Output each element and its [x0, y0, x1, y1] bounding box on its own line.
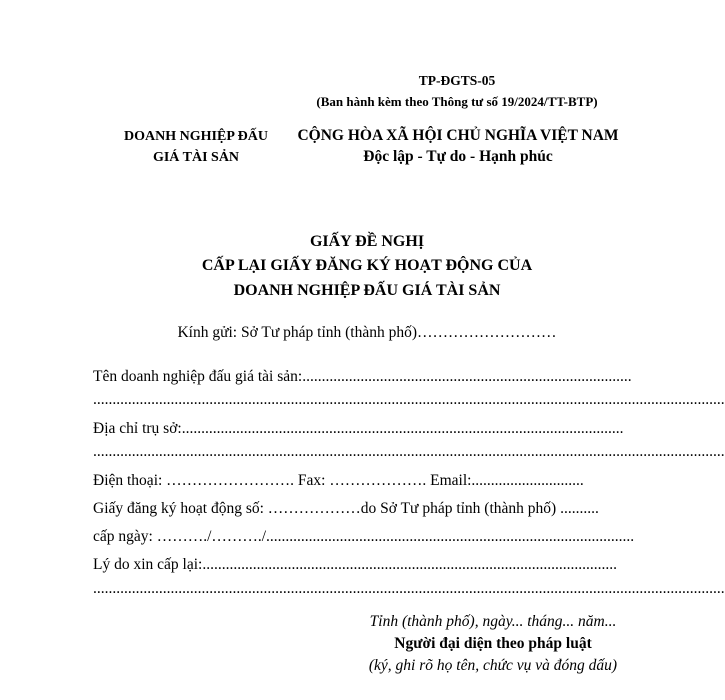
nation-motto: Độc lập - Tự do - Hạnh phúc	[363, 148, 553, 165]
doc-title-line3: DOANH NGHIỆP ĐẤU GIÁ TÀI SẢN	[233, 282, 501, 299]
issued-note: (Ban hành kèm theo Thông tư số 19/2024/TT-BTP)	[316, 94, 598, 109]
company-name-field: Tên doanh nghiệp đấu giá tài sản:.....................................................................................	[93, 368, 632, 385]
signature-instruction: (ký, ghi rõ họ tên, chức vụ và đóng dấu)	[368, 657, 618, 674]
signature-role: Người đại diện theo pháp luật	[394, 635, 592, 652]
signature-place-date: Tỉnh (thành phố), ngày... tháng... năm...	[369, 613, 617, 630]
doc-title-line1: GIẤY ĐỀ NGHỊ	[309, 233, 425, 250]
nation-title: CỘNG HÒA XÃ HỘI CHỦ NGHĨA VIỆT NAM	[297, 127, 619, 144]
license-field: Giấy đăng ký hoạt động số: ………………do Sở Tư pháp tỉnh (thành phố) ..........	[93, 500, 599, 517]
blank-line: ...................................................................................................................................................................	[93, 443, 725, 460]
blank-line: ...................................................................................................................................................................	[93, 580, 725, 597]
addressee: Kính gửi: Sở Tư pháp tỉnh (thành phố)………………………	[177, 324, 557, 341]
address-field: Địa chỉ trụ sở:..................................................................................................................	[93, 420, 624, 437]
blank-line: ...................................................................................................................................................................	[93, 391, 725, 408]
issue-date-field: cấp ngày: ………./………./...............................................................................................	[93, 528, 635, 545]
contact-field: Điện thoại: ……………………. Fax: ………………. Email:.............................	[93, 472, 584, 489]
doc-title-line2: CẤP LẠI GIẤY ĐĂNG KÝ HOẠT ĐỘNG CỦA	[201, 257, 533, 274]
reason-field: Lý do xin cấp lại:...........................................................................................................	[93, 556, 617, 573]
org-name-line2: GIÁ TÀI SẢN	[152, 150, 240, 165]
form-code: TP-ĐGTS-05	[418, 73, 496, 88]
org-name-line1: DOANH NGHIỆP ĐẤU	[124, 129, 268, 144]
